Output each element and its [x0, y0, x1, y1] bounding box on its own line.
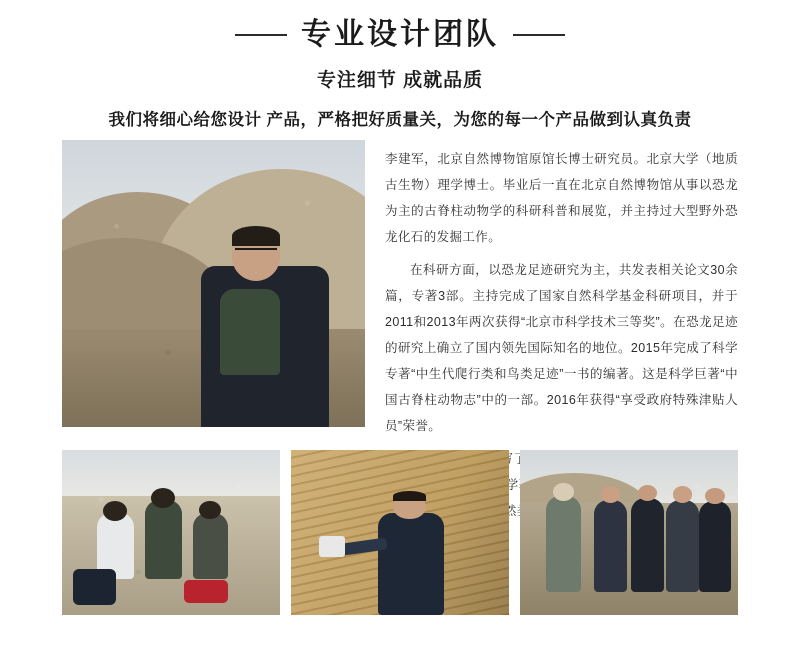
- tag-line: 我们将细心给您设计 产品，严格把好质量关，为您的每一个产品做到认真负责: [108, 111, 692, 129]
- sub-title: 专注细节 成就品质: [316, 70, 484, 91]
- title-rule-right: [513, 34, 565, 36]
- photo-strip: [62, 450, 738, 615]
- rock-face-photo: [291, 450, 509, 615]
- header: [0, 0, 800, 130]
- group-lecture-photo: [520, 450, 738, 615]
- bio-paragraph-2: 在科研方面，以恐龙足迹研究为主，共发表相关论文30余篇，专著3部。主持完成了国家自然科学基金科研项目，并于2011和2013年两次获得“北京市科学技术三等奖”。在恐龙足迹的研究上确立了国内领先国际知名的地位。2015年完成了科学专著“中生代爬行类和鸟类足迹”一书的编著。这是科学巨著“中国古脊柱动物志”中的一部。2016年获得“享受政府特殊津贴人员”荣誉。: [385, 263, 738, 433]
- field-survey-photo: [62, 450, 280, 615]
- main-title-row: [0, 18, 800, 51]
- bio-paragraph-1: 李建军，北京自然博物馆原馆长博士研究员。北京大学（地质古生物）理学博士。毕业后一直在北京自然博物馆从事以恐龙为主的古脊柱动物学的科研科普和展览，并主持过大型野外恐龙化石的发掘工作。: [385, 152, 738, 244]
- title-rule-left: [235, 34, 287, 36]
- page-title: 专业设计团队: [301, 18, 499, 51]
- portrait-photo: [62, 140, 365, 427]
